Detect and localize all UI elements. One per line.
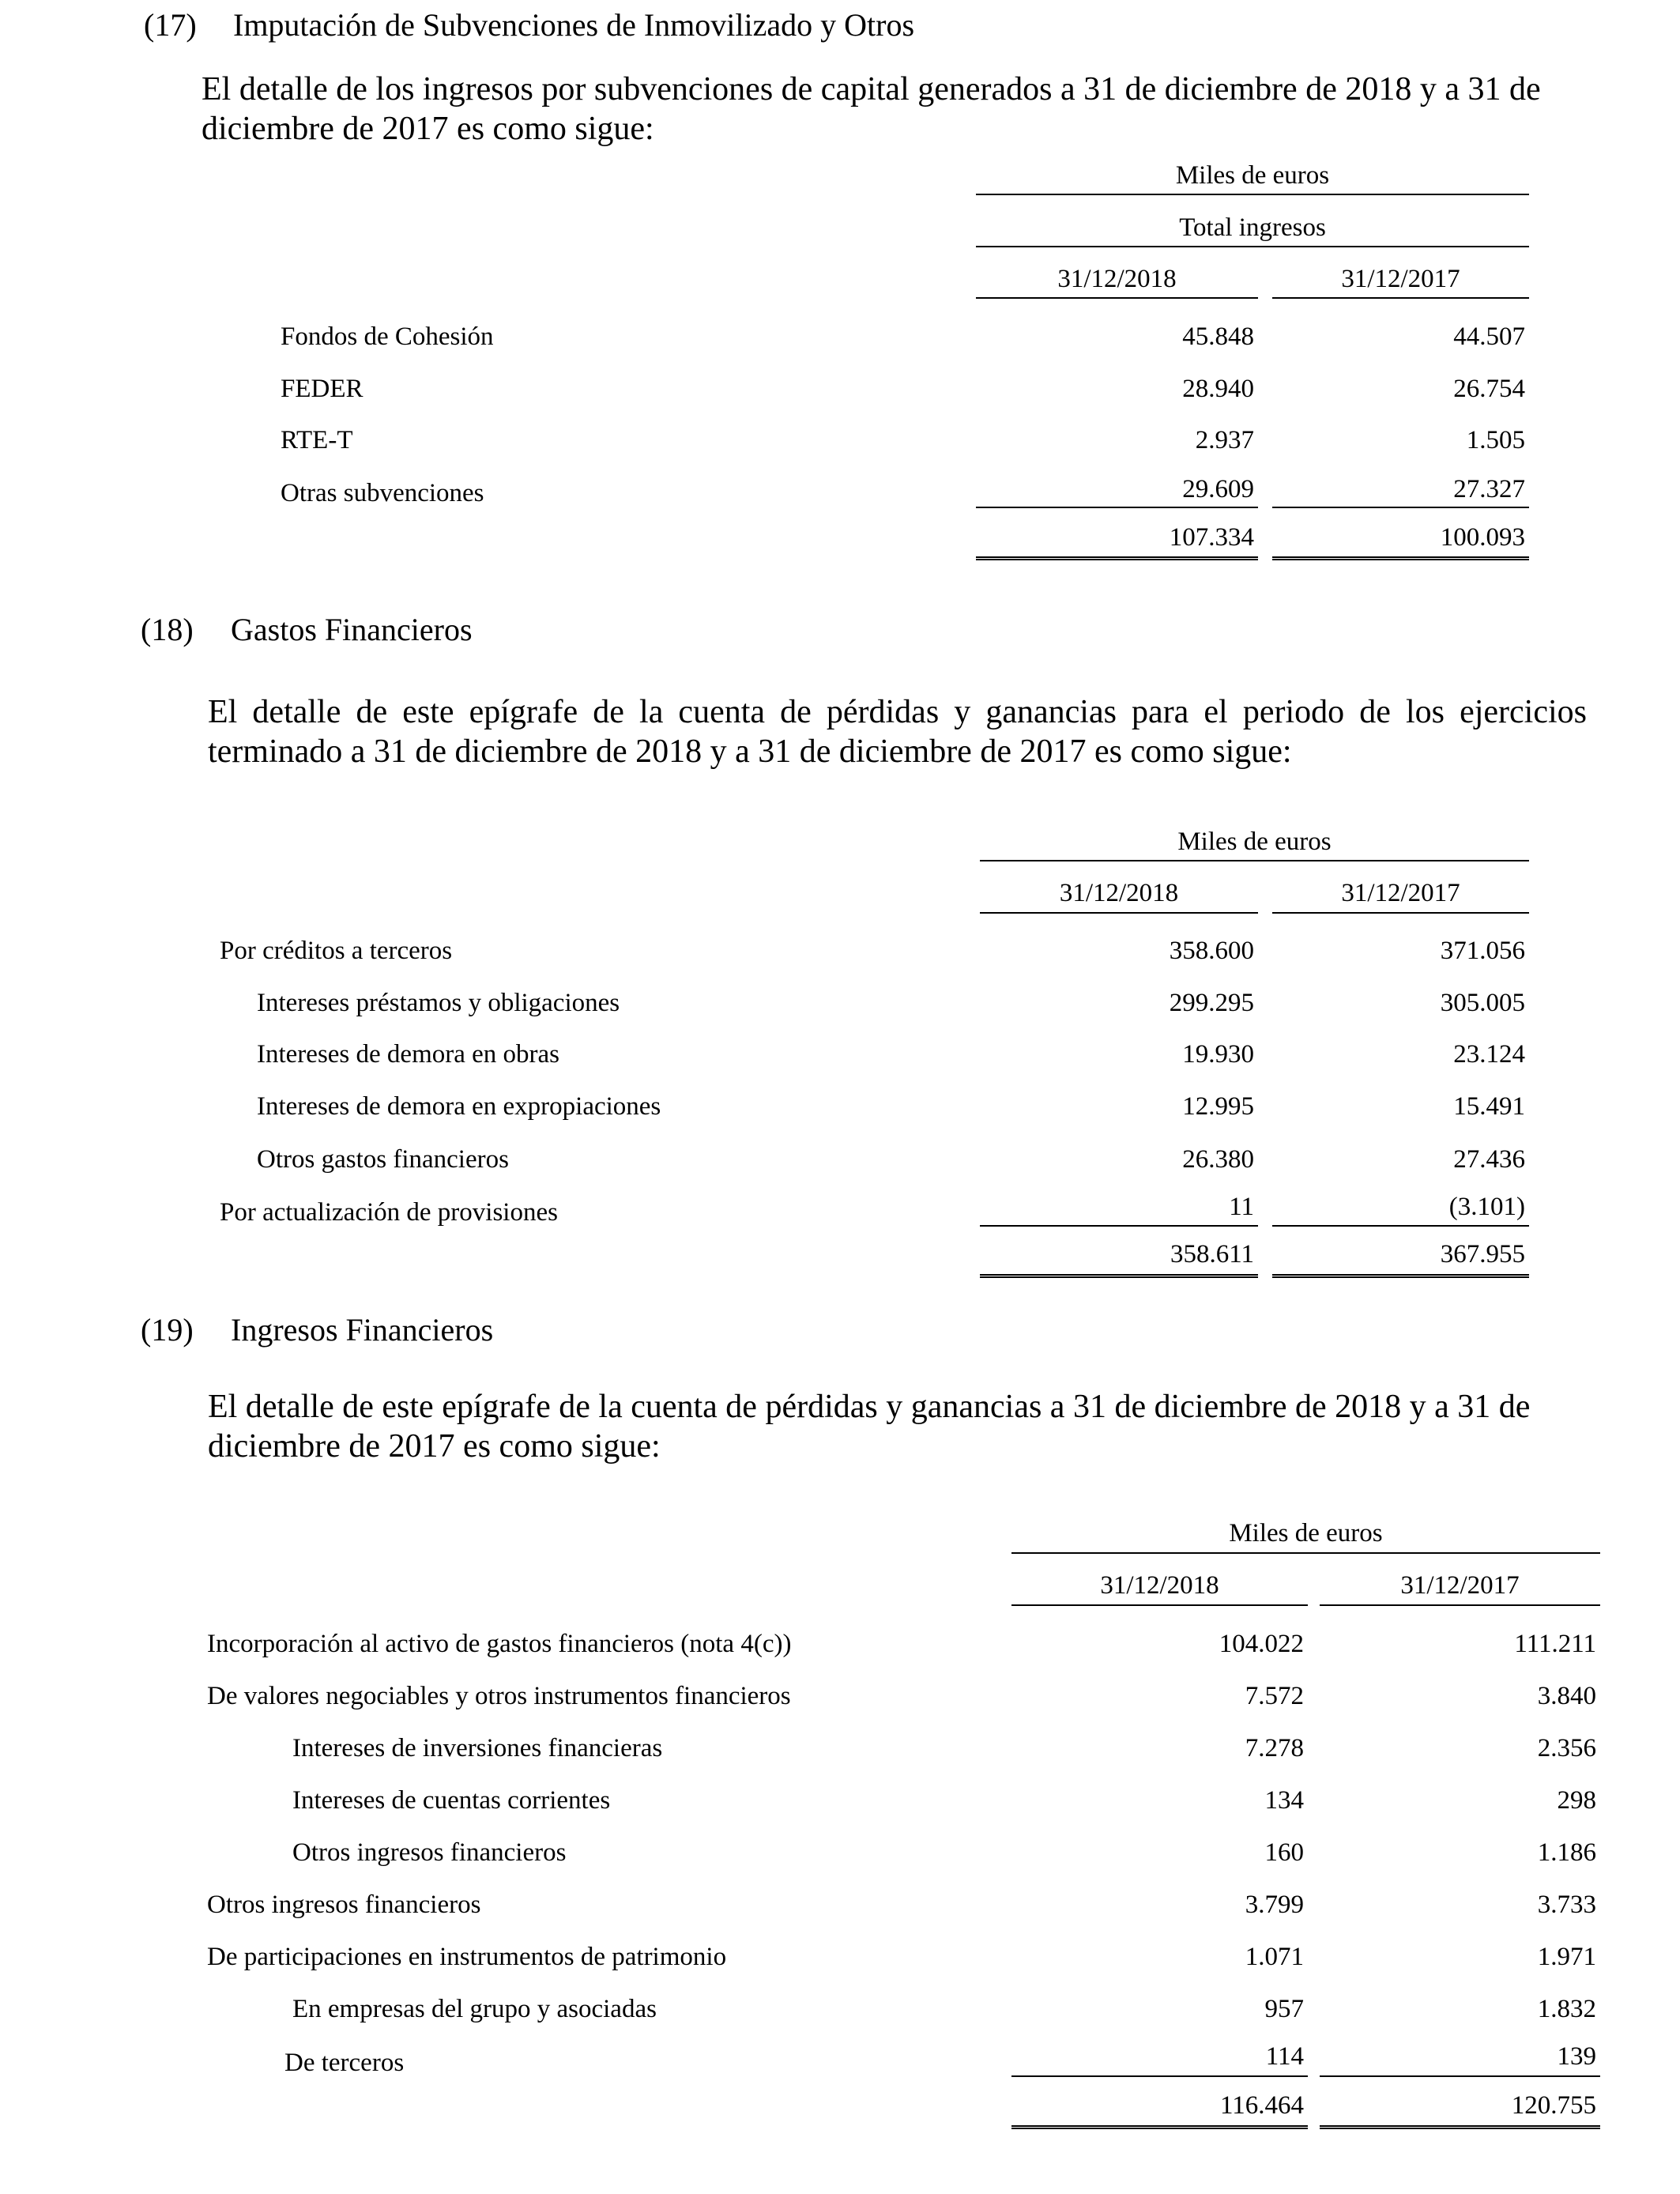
section-17-number: (17) <box>144 7 197 43</box>
s19-row-label: Intereses de inversiones financieras <box>292 1734 663 1762</box>
s18-row-2017: 15.491 <box>1453 1092 1525 1121</box>
s17-group-header: Total ingresos <box>1179 213 1326 242</box>
s18-row-2018: 358.600 <box>1169 937 1254 965</box>
s19-row-2018: 957 <box>1264 1995 1304 2023</box>
s17-row-2018: 45.848 <box>1182 322 1254 351</box>
s19-row-2018: 160 <box>1264 1838 1304 1867</box>
s19-row-2017: 3.840 <box>1537 1682 1596 1710</box>
s18-row-2018: 19.930 <box>1182 1040 1254 1069</box>
s18-unit-header: Miles de euros <box>1177 827 1332 856</box>
s19-row-2018: 3.799 <box>1245 1891 1304 1919</box>
s18-row-2017: 305.005 <box>1440 989 1525 1017</box>
s19-row-label: Otros ingresos financieros <box>292 1838 567 1867</box>
s19-col-2017-header: 31/12/2017 <box>1400 1571 1520 1600</box>
s18-total-2017: 367.955 <box>1440 1240 1525 1269</box>
s18-row-2018: 11 <box>1229 1193 1254 1221</box>
s17-row-label: Fondos de Cohesión <box>281 322 494 351</box>
s17-row-2017: 44.507 <box>1453 322 1525 351</box>
s17-row-2018: 29.609 <box>1182 475 1254 503</box>
s17-subtotal-rule <box>976 507 1258 508</box>
s17-row-2017: 27.327 <box>1453 475 1525 503</box>
s18-row-2018: 26.380 <box>1182 1145 1254 1174</box>
s17-unit-rule <box>976 194 1529 195</box>
s19-row-2017: 111.211 <box>1514 1630 1596 1658</box>
s17-row-label: Otras subvenciones <box>281 479 484 507</box>
s19-unit-rule <box>1011 1552 1600 1554</box>
s18-row-label: Por créditos a terceros <box>220 937 453 965</box>
s18-row-2017: 23.124 <box>1453 1040 1525 1069</box>
s19-row-2017: 298 <box>1557 1786 1596 1815</box>
s19-row-2018: 1.071 <box>1245 1943 1304 1971</box>
s18-col-2018-header: 31/12/2018 <box>1059 879 1179 907</box>
section-18-number: (18) <box>141 612 194 647</box>
s18-subtotal-rule <box>980 1225 1258 1227</box>
section-17-intro: El detalle de los ingresos por subvenciones de capital generados a 31 de diciembre de 2018 y a 31 de diciembre de 2017 es como sigue: <box>202 71 1541 147</box>
s19-row-2017: 2.356 <box>1537 1734 1596 1762</box>
s19-total-2017: 120.755 <box>1511 2091 1596 2120</box>
section-19-title: Ingresos Financieros <box>231 1312 494 1348</box>
s17-subtotal-rule <box>1272 507 1529 508</box>
s19-row-label: De participaciones en instrumentos de patrimonio <box>207 1943 727 1971</box>
s18-total-2018: 358.611 <box>1170 1240 1254 1269</box>
s19-row-2018: 104.022 <box>1219 1630 1304 1658</box>
s18-col-2017-header: 31/12/2017 <box>1341 879 1460 907</box>
s19-row-2017: 1.971 <box>1537 1943 1596 1971</box>
s17-total-double-rule <box>976 556 1258 560</box>
s18-total-double-rule <box>1272 1274 1529 1278</box>
s18-subtotal-rule <box>1272 1225 1529 1227</box>
s17-total-2018: 107.334 <box>1169 523 1254 552</box>
s19-row-label: En empresas del grupo y asociadas <box>292 1995 657 2023</box>
s17-row-2017: 26.754 <box>1453 375 1525 403</box>
s18-row-label: Otros gastos financieros <box>257 1145 509 1174</box>
s19-row-label: De valores negociables y otros instrumentos financieros <box>207 1682 791 1710</box>
s18-row-label: Intereses de demora en expropiaciones <box>257 1092 661 1121</box>
s19-unit-header: Miles de euros <box>1229 1519 1383 1547</box>
s19-row-label: Intereses de cuentas corrientes <box>292 1786 611 1815</box>
s17-total-2017: 100.093 <box>1440 523 1525 552</box>
s17-col-2017-rule <box>1272 297 1529 299</box>
s19-row-2018: 7.278 <box>1245 1734 1304 1762</box>
s19-row-label: Otros ingresos financieros <box>207 1891 481 1919</box>
s17-col-2017-header: 31/12/2017 <box>1341 265 1460 293</box>
s17-row-label: FEDER <box>281 375 363 403</box>
s18-row-2017: 27.436 <box>1453 1145 1525 1174</box>
s18-row-label: Por actualización de provisiones <box>220 1198 558 1227</box>
s17-total-double-rule <box>1272 556 1529 560</box>
s19-row-2017: 1.832 <box>1537 1995 1596 2023</box>
s18-unit-rule <box>980 860 1529 861</box>
s18-col-2017-rule <box>1272 912 1529 914</box>
s17-row-2017: 1.505 <box>1466 426 1525 454</box>
s19-subtotal-rule <box>1011 2075 1308 2077</box>
section-17-title: Imputación de Subvenciones de Inmovilizado y Otros <box>233 7 915 43</box>
s18-row-2017: (3.101) <box>1448 1193 1525 1221</box>
s19-total-double-rule <box>1320 2125 1600 2129</box>
s18-row-2017: 371.056 <box>1440 937 1525 965</box>
s17-group-rule <box>976 246 1529 247</box>
section-18-intro: El detalle de este epígrafe de la cuenta de pérdidas y ganancias para el periodo de los ejercicios terminado a 31 de diciembre de 2018 y a 31 de diciembre de 2017 es como sigue: <box>208 694 1587 770</box>
s19-col-2018-header: 31/12/2018 <box>1100 1571 1219 1600</box>
s19-row-label: De terceros <box>284 2049 405 2077</box>
s19-row-2018: 134 <box>1264 1786 1304 1815</box>
s17-unit-header: Miles de euros <box>1175 161 1330 190</box>
s18-row-label: Intereses préstamos y obligaciones <box>257 989 620 1017</box>
s19-row-label: Incorporación al activo de gastos financieros (nota 4(c)) <box>207 1630 792 1658</box>
s19-total-double-rule <box>1011 2125 1308 2129</box>
s17-row-label: RTE-T <box>281 426 353 454</box>
s19-row-2017: 3.733 <box>1537 1891 1596 1919</box>
section-19-number: (19) <box>141 1312 194 1348</box>
s18-col-2018-rule <box>980 912 1258 914</box>
s18-total-double-rule <box>980 1274 1258 1278</box>
s17-col-2018-header: 31/12/2018 <box>1057 265 1177 293</box>
s17-col-2018-rule <box>976 297 1258 299</box>
section-18-title: Gastos Financieros <box>231 612 473 647</box>
s17-row-2018: 2.937 <box>1195 426 1254 454</box>
section-19-intro: El detalle de este epígrafe de la cuenta de pérdidas y ganancias a 31 de diciembre de 2018 y a 31 de diciembre de 2017 es como sigue: <box>208 1389 1531 1465</box>
s19-row-2017: 139 <box>1557 2042 1596 2071</box>
s18-row-2018: 299.295 <box>1169 989 1254 1017</box>
s19-total-2018: 116.464 <box>1219 2091 1304 2120</box>
s18-row-2018: 12.995 <box>1182 1092 1254 1121</box>
s17-row-2018: 28.940 <box>1182 375 1254 403</box>
s19-subtotal-rule <box>1320 2075 1600 2077</box>
s19-col-2017-rule <box>1320 1604 1600 1606</box>
s19-row-2018: 7.572 <box>1245 1682 1304 1710</box>
s19-row-2018: 114 <box>1265 2042 1304 2071</box>
s19-row-2017: 1.186 <box>1537 1838 1596 1867</box>
s19-col-2018-rule <box>1011 1604 1308 1606</box>
s18-row-label: Intereses de demora en obras <box>257 1040 559 1069</box>
